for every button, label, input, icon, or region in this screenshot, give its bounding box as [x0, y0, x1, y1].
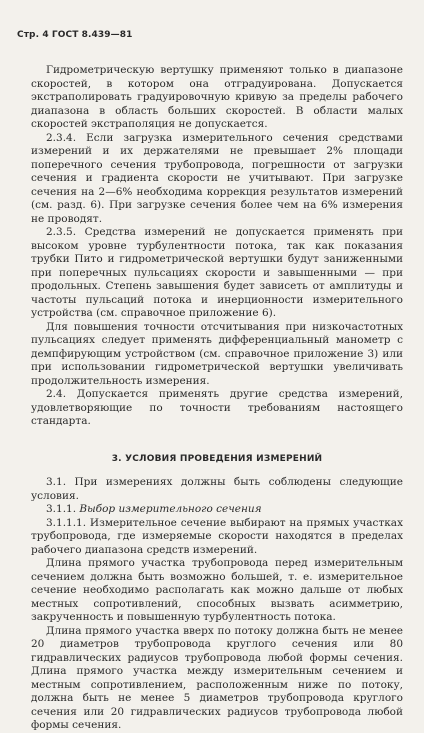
- paragraph-2-4: 2.4. Допускается применять другие средства измерений, удовлетворяющие по точности требованиям настоящего стандарта.: [31, 388, 403, 427]
- paragraph-vertushka-range: Гидрометрическую вертушку применяют только в диапазоне скоростей, в котором она отградуирована. Допускается экстраполировать градуировочную кривую за пределы рабочего диапазона в область больших скоростей. В области малых скоростей экстраполяция не допускается.: [31, 64, 403, 130]
- paragraph-low-freq: Для повышения точности отсчитывания при низкочастотных пульсациях следует применять дифференциальный манометр с демпфирующим устройством (см. справочное приложение 3) или при использовании гидрометрической вертушки увеличивать продолжительность измерения.: [31, 320, 403, 387]
- paragraph-upstream-length: Длина прямого участка вверх по потоку должна быть не менее 20 диаметров трубопровода круглого сечения или 80 гидравлических радиусов трубопровода любой формы сечения. Длина прямого участка между измерительным сечением и местным сопротивлением, расположенным ниже по потоку, должна быть не менее 5 диаметров трубопровода круглого сечения или 20 гидравлических радиусов трубопровода любой формы сечения.: [31, 624, 403, 731]
- section-title: 3. УСЛОВИЯ ПРОВЕДЕНИЯ ИЗМЕРЕНИЙ: [111, 453, 323, 464]
- page-header: Стр. 4 ГОСТ 8.439—81: [17, 30, 133, 40]
- paragraph-3-1: 3.1. При измерениях должны быть соблюдены следующие условия.: [31, 476, 403, 502]
- clause-number: 3.1.1.: [46, 503, 77, 515]
- paragraph-3-1-1-1: 3.1.1.1. Измерительное сечение выбирают на прямых участках трубопровода, где измеряемые скорости находятся в пределах рабочего диапазона средств измерений.: [31, 516, 403, 556]
- paragraph-straight-length: Длина прямого участка трубопровода перед измерительным сечением должна быть возможно большей, т. е. измерительное сечение необходимо располагать как можно дальше от любых местных сопротивлений, способных вызвать асимметрию, закрученность и повышенную турбулентность потока.: [31, 557, 403, 623]
- paragraph-3-1-1: [31, 503, 403, 517]
- paragraph-2-3-4: 2.3.4. Если загрузка измерительного сечения средствами измерений и их держателями не превышает 2% площади поперечного сечения трубопровода, погрешности от загрузки сечения и градиента скорости не учитывают. При загрузке сечения на 2—6% необходима коррекция результатов измерений (см. разд. 6). При загрузке сечения более чем на 6% измерения не проводят.: [31, 131, 403, 225]
- paragraph-2-3-5: 2.3.5. Средства измерений не допускается применять при высоком уровне турбулентности потока, так как показания трубки Пито и гидрометрической вертушки будут заниженными при поперечных пульсациях скорости и завышенными — при продольных. Степень завышения будет зависеть от амплитуды и частоты пульсаций потока и инерционности измерительного устройства (см. справочное приложение 6).: [31, 226, 403, 319]
- clause-title: Выбор измерительного сечения: [79, 503, 262, 515]
- document-body: [31, 64, 403, 733]
